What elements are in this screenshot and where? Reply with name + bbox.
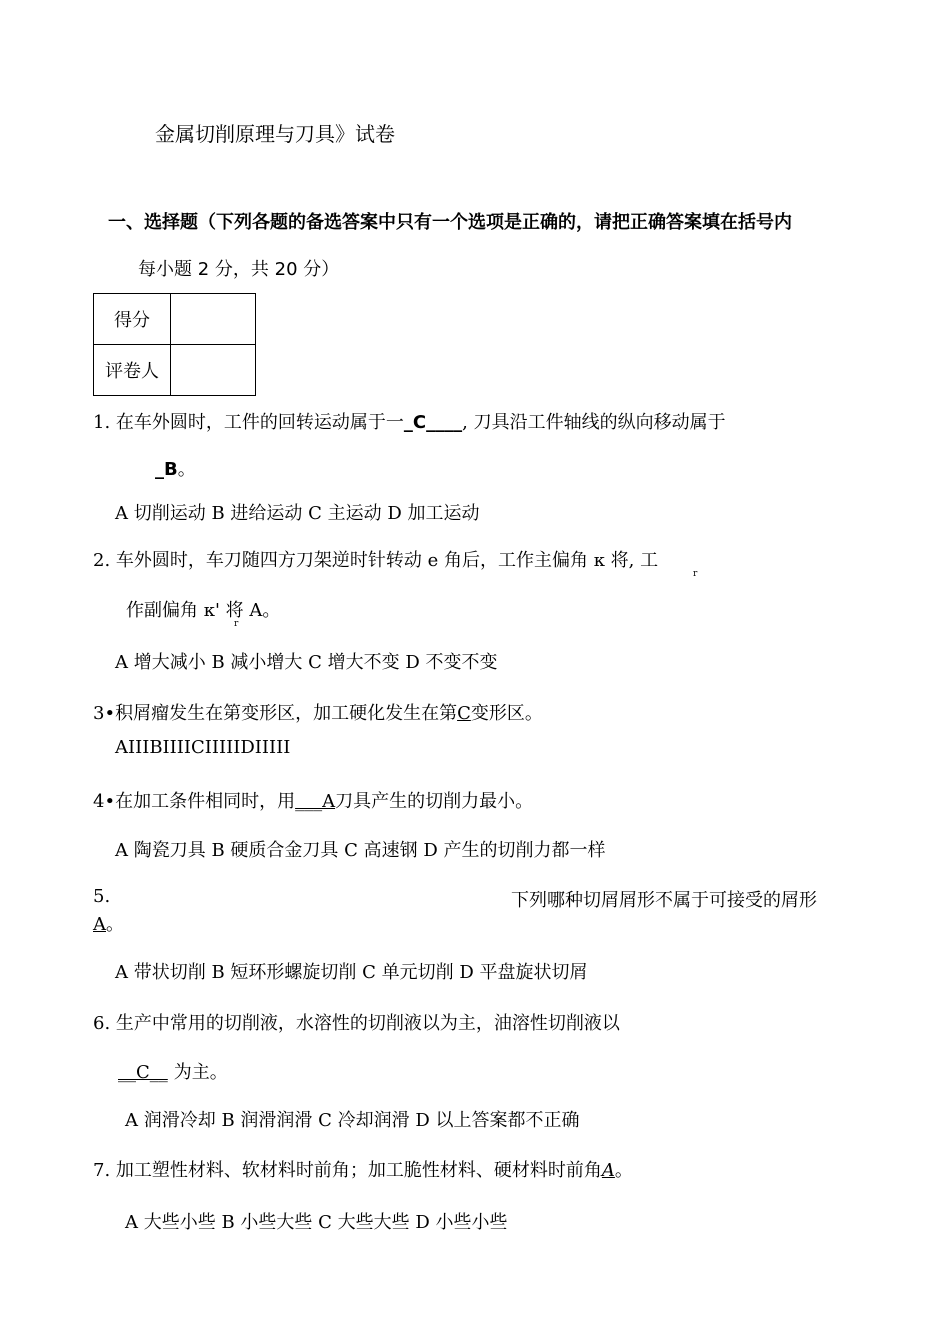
grader-value-cell[interactable] bbox=[171, 345, 256, 396]
question-2-subscript-r-2: r bbox=[234, 619, 239, 629]
question-5-answer-blank: A bbox=[93, 914, 106, 935]
section-heading: 一、选择题（下列各题的备选答案中只有一个选项是正确的，请把正确答案填在括号内 bbox=[108, 212, 792, 233]
question-5-number: 5. bbox=[93, 886, 111, 907]
grader-label: 评卷人 bbox=[94, 345, 171, 396]
question-6-line-2-end: 为主。 bbox=[173, 1062, 228, 1083]
score-value-cell[interactable] bbox=[171, 294, 256, 345]
question-5-text: 下列哪种切屑屑形不属于可接受的屑形 bbox=[511, 890, 817, 911]
question-4 bbox=[93, 787, 533, 813]
question-5-options: A 带状切削 B 短环形螺旋切削 C 单元切削 D 平盘旋状切屑 bbox=[115, 962, 588, 983]
question-4-options: A 陶瓷刀具 B 硬质合金刀具 C 高速钢 D 产生的切削力都一样 bbox=[115, 840, 606, 861]
question-3-text-cont: 变形区。 bbox=[470, 703, 543, 724]
question-2-text: 2. 车外圆时，车刀随四方刀架逆时针转动 e 角后，工作主偏角 κ 将, 工 bbox=[93, 550, 659, 571]
question-4-text: 4•在加工条件相同时，用 bbox=[93, 791, 296, 812]
question-6-options: A 润滑冷却 B 润滑润滑 C 冷却润滑 D 以上答案都不正确 bbox=[125, 1110, 580, 1131]
question-3-text: 3•积屑瘤发生在第变形区，加工硬化发生在第 bbox=[93, 703, 458, 724]
section-heading-continued: 每小题 2 分，共 20 分） bbox=[138, 259, 340, 280]
question-1-text: 1. 在车外圆时，工件的回转运动属于一 bbox=[93, 412, 404, 433]
question-1-answer-blank-1: _C____ bbox=[403, 412, 463, 433]
question-1-text-cont: , 刀具沿工件轴线的纵向移动属于 bbox=[462, 412, 726, 433]
question-7 bbox=[93, 1156, 633, 1182]
question-6-answer-blank: __C__ bbox=[118, 1062, 168, 1083]
question-4-answer-blank: ___A bbox=[295, 791, 336, 812]
question-7-answer-blank: A bbox=[601, 1160, 615, 1181]
question-7-end: 。 bbox=[614, 1160, 633, 1181]
question-3-options: AIIIBIIIICIIIIIDIIIII bbox=[115, 737, 291, 758]
question-1-options: A 切削运动 B 进给运动 C 主运动 D 加工运动 bbox=[115, 503, 480, 524]
question-2-options: A 增大减小 B 减小增大 C 增大不变 D 不变不变 bbox=[115, 652, 498, 673]
question-1-answer-blank-2: _B bbox=[155, 459, 178, 480]
question-2-subscript-r: r bbox=[693, 569, 698, 579]
question-4-text-cont: 刀具产生的切削力最小。 bbox=[335, 791, 534, 812]
question-5-line-2 bbox=[93, 910, 124, 936]
question-2-line-2: 作副偏角 κ' 将 A。 bbox=[126, 600, 281, 621]
question-1 bbox=[93, 408, 726, 434]
score-table bbox=[93, 293, 256, 396]
question-7-options: A 大些小些 B 小些大些 C 大些大些 D 小些小些 bbox=[125, 1212, 508, 1233]
question-6-text: 6. 生产中常用的切削液，水溶性的切削液以为主，油溶性切削液以 bbox=[93, 1013, 620, 1034]
score-label: 得分 bbox=[94, 294, 171, 345]
question-7-text: 7. 加工塑性材料、软材料时前角；加工脆性材料、硬材料时前角 bbox=[93, 1160, 602, 1181]
question-3-answer-blank: C bbox=[457, 703, 471, 724]
question-6-line-2 bbox=[118, 1058, 228, 1084]
exam-title: 金属切削原理与刀具》试卷 bbox=[155, 122, 395, 146]
question-3 bbox=[93, 699, 543, 725]
question-1-line-2 bbox=[155, 455, 196, 481]
question-5-end: 。 bbox=[106, 914, 124, 935]
question-1-line-2-end: 。 bbox=[177, 459, 196, 480]
